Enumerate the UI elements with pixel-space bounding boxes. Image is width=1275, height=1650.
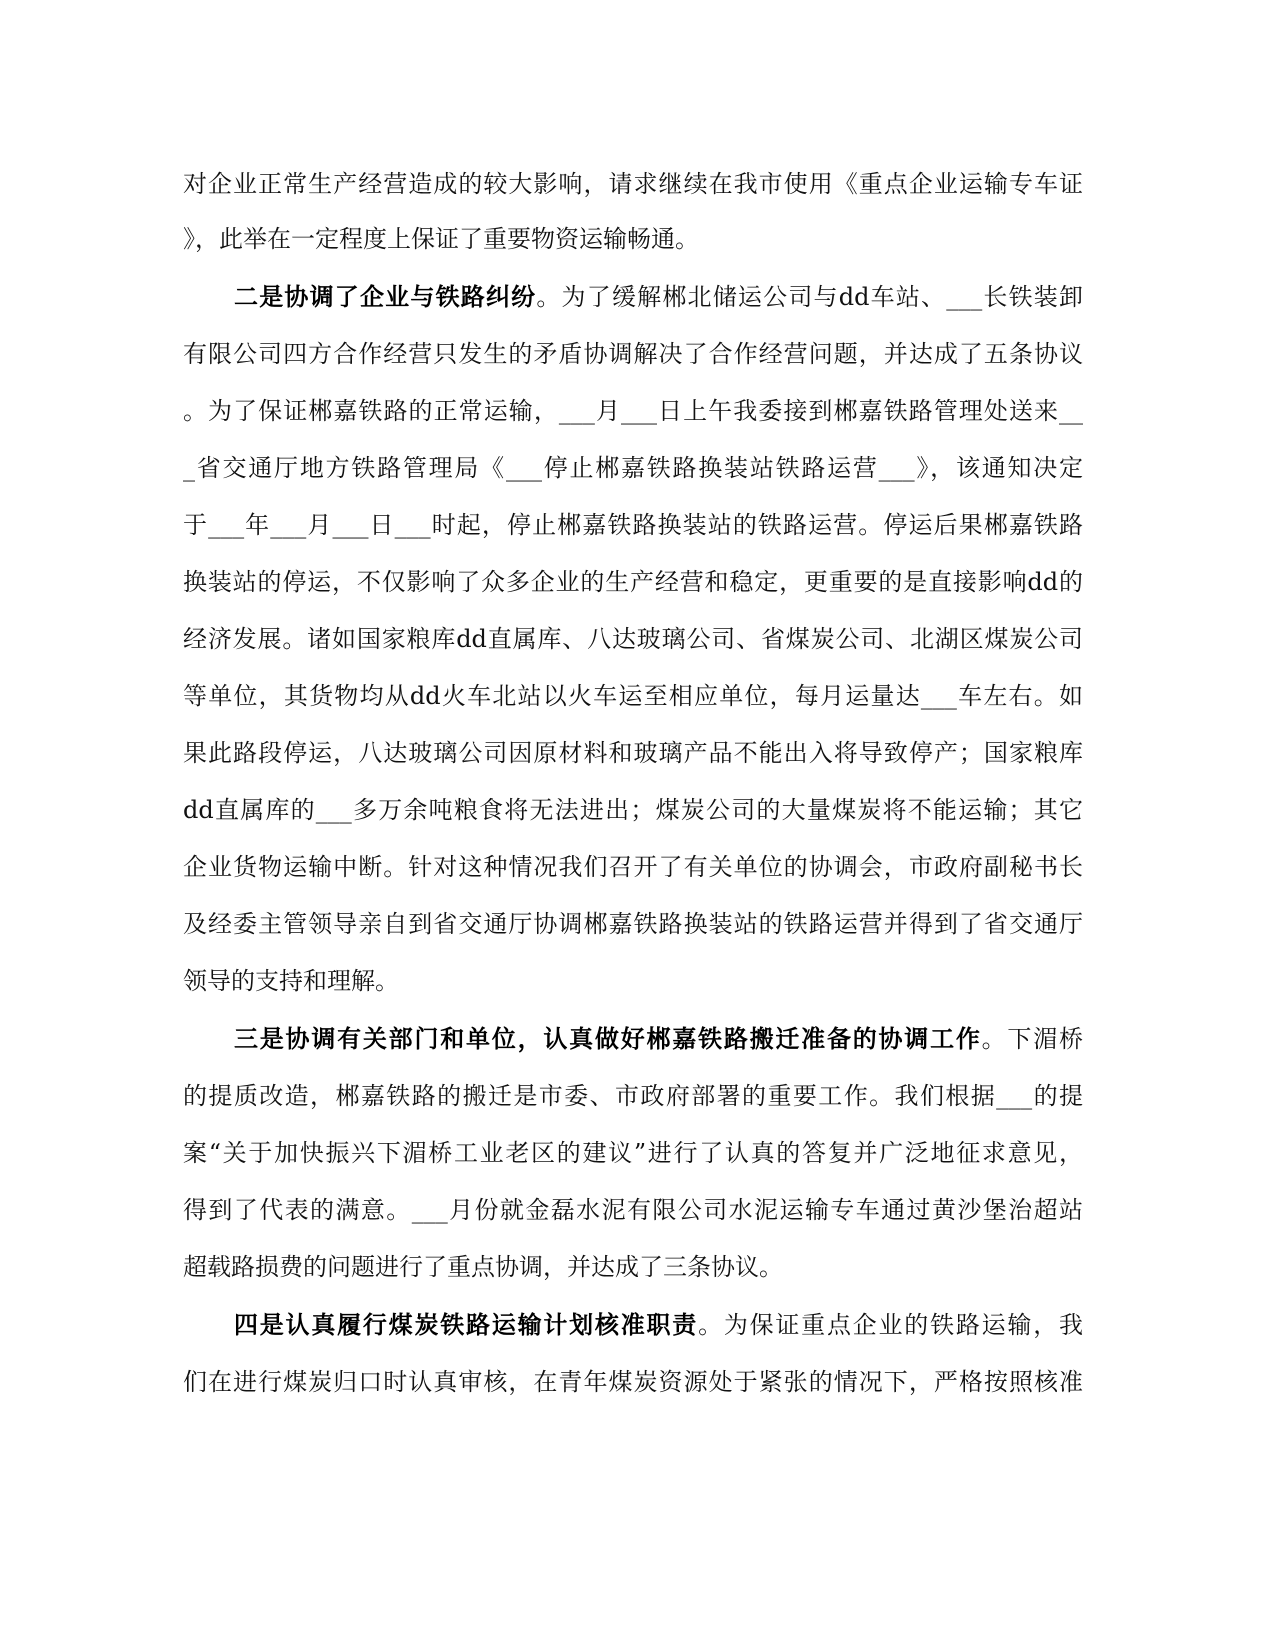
paragraph-first-line — [234, 1019, 1083, 1059]
body-text-line: 。为了保证郴嘉铁路的正常运输，___月___日上午我委接到郴嘉铁路管理处送来__ — [183, 397, 1083, 425]
body-text-line: 换装站的停运，不仅影响了众多企业的生产经营和稳定，更重要的是直接影响dd的 — [183, 568, 1083, 596]
body-text-line: dd直属库的___多万余吨粮食将无法进出；煤炭公司的大量煤炭将不能运输；其它 — [183, 796, 1083, 824]
body-text-line: 得到了代表的满意。___月份就金磊水泥有限公司水泥运输专车通过黄沙堡治超站 — [183, 1196, 1083, 1224]
body-text: 。下湄桥 — [981, 1025, 1083, 1053]
paragraph-first-line — [234, 277, 1083, 317]
body-text-line: 有限公司四方合作经营只发生的矛盾协调解决了合作经营问题，并达成了五条协议 — [183, 340, 1083, 368]
body-text-line: 的提质改造，郴嘉铁路的搬迁是市委、市政府部署的重要工作。我们根据___的提 — [183, 1082, 1083, 1110]
body-text-line: 企业货物运输中断。针对这种情况我们召开了有关单位的协调会，市政府副秘书长 — [183, 853, 1083, 881]
body-text-line: 们在进行煤炭归口时认真审核，在青年煤炭资源处于紧张的情况下，严格按照核准 — [183, 1368, 1083, 1396]
paragraph-heading: 四是认真履行煤炭铁路运输计划核准职责 — [234, 1310, 699, 1339]
body-text-line: 等单位，其货物均从dd火车北站以火车运至相应单位，每月运量达___车左右。如 — [183, 682, 1083, 710]
body-text-line: 于___年___月___日___时起，停止郴嘉铁路换装站的铁路运营。停运后果郴嘉铁路 — [183, 511, 1083, 539]
body-text-line: 》，此举在一定程度上保证了重要物资运输畅通。 — [183, 225, 699, 253]
body-text: 。为保证重点企业的铁路运输，我 — [698, 1311, 1083, 1339]
paragraph-heading: 三是协调有关部门和单位，认真做好郴嘉铁路搬迁准备的协调工作 — [234, 1024, 982, 1053]
body-text-line: 对企业正常生产经营造成的较大影响，请求继续在我市使用《重点企业运输专车证 — [183, 170, 1083, 198]
body-text-line: 案“关于加快振兴下湄桥工业老区的建议”进行了认真的答复并广泛地征求意见， — [183, 1139, 1083, 1167]
body-text-line: 及经委主管领导亲自到省交通厅协调郴嘉铁路换装站的铁路运营并得到了省交通厅 — [183, 910, 1083, 938]
body-text-line: 果此路段停运，八达玻璃公司因原材料和玻璃产品不能出入将导致停产；国家粮库 — [183, 739, 1083, 767]
body-text-line: 经济发展。诸如国家粮库dd直属库、八达玻璃公司、省煤炭公司、北湖区煤炭公司 — [183, 625, 1083, 653]
paragraph-heading: 二是协调了企业与铁路纠纷 — [234, 282, 537, 311]
body-text-line: 超载路损费的问题进行了重点协调，并达成了三条协议。 — [183, 1253, 783, 1281]
body-text: 。为了缓解郴北储运公司与dd车站、___长铁装卸 — [536, 283, 1083, 311]
paragraph-first-line — [234, 1305, 1083, 1345]
body-text-line: _省交通厅地方铁路管理局《___停止郴嘉铁路换装站铁路运营___》，该通知决定 — [183, 454, 1083, 482]
body-text-line: 领导的支持和理解。 — [183, 967, 399, 995]
